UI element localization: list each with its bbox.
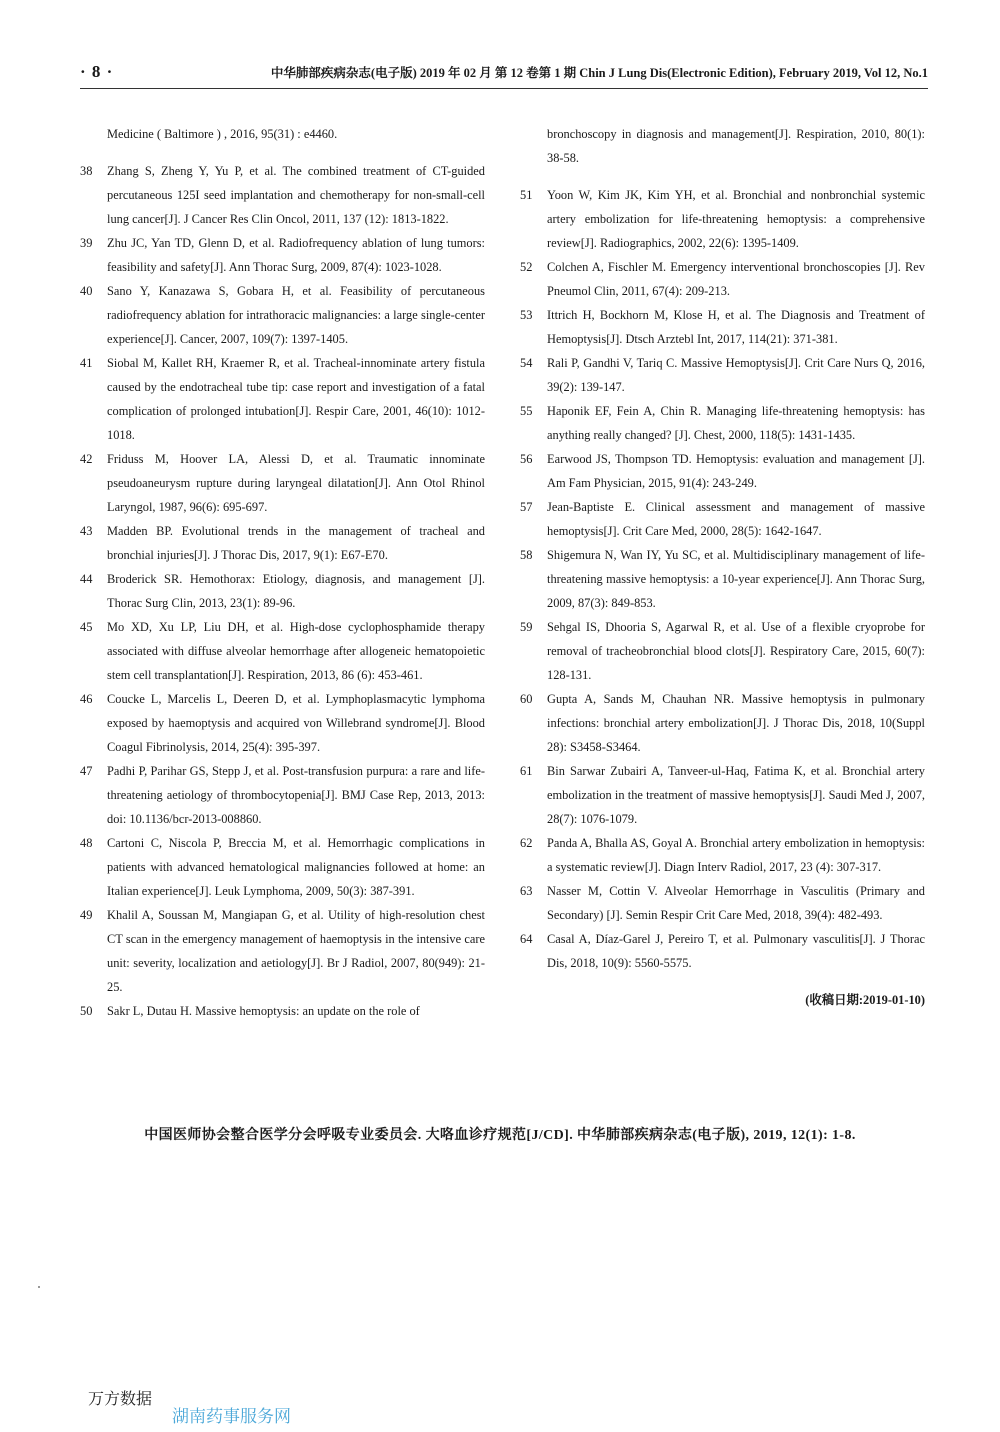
reference-item	[80, 831, 485, 903]
reference-item	[520, 615, 925, 687]
reference-text: Gupta A, Sands M, Chauhan NR. Massive hemoptysis in pulmonary infections: bronchial artery embolization[J]. J Thorac Dis, 2018, 10(Suppl 28): S3458-S3464.	[547, 691, 925, 754]
reference-item	[520, 543, 925, 615]
reference-text: Broderick SR. Hemothorax: Etiology, diagnosis, and management [J]. Thorac Surg Clin, 2013, 23(1): 89-96.	[107, 571, 485, 610]
reference-number: 59	[520, 619, 533, 634]
reference-text: Zhang S, Zheng Y, Yu P, et al. The combined treatment of CT-guided percutaneous 125I seed implantation and chemotherapy for non-small-cell lung cancer[J]. J Cancer Res Clin Oncol, 2011, 137 (12): 1813-1822.	[107, 163, 485, 226]
reference-number: 60	[520, 691, 533, 706]
reference-text: Colchen A, Fischler M. Emergency interventional bronchoscopies [J]. Rev Pneumol Clin, 2011, 67(4): 209-213.	[547, 259, 925, 298]
page-number: · 8 ·	[80, 62, 114, 81]
reference-number: 41	[80, 355, 93, 370]
reference-text: Jean-Baptiste E. Clinical assessment and management of massive hemoptysis[J]. Crit Care Med, 2000, 28(5): 1642-1647.	[547, 499, 925, 538]
reference-number: 40	[80, 283, 93, 298]
reference-text: Coucke L, Marcelis L, Deeren D, et al. Lymphoplasmacytic lymphoma exposed by haemoptysis and acquired von Willebrand syndrome[J]. Blood Coagul Fibrinolysis, 2014, 25(4): 395-397.	[107, 691, 485, 754]
reference-item	[520, 759, 925, 831]
reference-text: Cartoni C, Niscola P, Breccia M, et al. Hemorrhagic complications in patients with advanced hematological malignancies followed at home: an Italian experience[J]. Leuk Lymphoma, 2009, 50(3): 387-391.	[107, 835, 485, 898]
reference-item	[80, 159, 485, 231]
site-watermark: 湖南药事服务网	[172, 1407, 291, 1427]
reference-number: 44	[80, 571, 93, 586]
scan-speck	[38, 1286, 40, 1288]
reference-item	[520, 879, 925, 927]
left-column	[80, 110, 485, 1023]
citation-line: 中国医师协会整合医学分会呼吸专业委员会. 大咯血诊疗规范[J/CD]. 中华肺部疾病杂志(电子版), 2019, 12(1): 1-8.	[144, 1128, 856, 1143]
reference-number: 56	[520, 451, 533, 466]
reference-number: 48	[80, 835, 93, 850]
reference-text: Zhu JC, Yan TD, Glenn D, et al. Radiofrequency ablation of lung tumors: feasibility and safety[J]. Ann Thorac Surg, 2009, 87(4): 1023-1028.	[107, 235, 485, 274]
reference-item	[520, 927, 925, 975]
reference-text: Sehgal IS, Dhooria S, Agarwal R, et al. Use of a flexible cryoprobe for removal of tracheobronchial blood clots[J]. Respiratory Care, 2015, 60(7): 128-131.	[547, 619, 925, 682]
reference-item	[520, 255, 925, 303]
reference-number: 46	[80, 691, 93, 706]
reference-number: 43	[80, 523, 93, 538]
reference-text: Mo XD, Xu LP, Liu DH, et al. High-dose cyclophosphamide therapy associated with diffuse alveolar hemorrhage after allogeneic hematopoietic stem cell transplantation[J]. Respiration, 2013, 86 (6): 453-461.	[107, 619, 485, 682]
reference-text: Padhi P, Parihar GS, Stepp J, et al. Post-transfusion purpura: a rare and life-threatening aetiology of thrombocytopenia[J]. BMJ Case Rep, 2013, 2013: doi: 10.1136/bcr-2013-008860.	[107, 763, 485, 826]
running-header	[80, 62, 928, 89]
reference-text: Khalil A, Soussan M, Mangiapan G, et al. Utility of high-resolution chest CT scan in the emergency management of haemoptysis in the intensive care unit: severity, localization and aetiology[J]. Br J Radiol, 2007, 80(949): 21-25.	[107, 907, 485, 994]
reference-list	[520, 183, 925, 975]
reference-number: 53	[520, 307, 533, 322]
received-date: (收稿日期:2019-01-10)	[805, 992, 925, 1007]
reference-number: 42	[80, 451, 93, 466]
reference-text: Casal A, Díaz-Garel J, Pereiro T, et al. Pulmonary vasculitis[J]. J Thorac Dis, 2018, 10(9): 5560-5575.	[547, 931, 925, 970]
reference-item	[80, 903, 485, 999]
reference-number: 57	[520, 499, 533, 514]
reference-number: 50	[80, 1003, 93, 1018]
reference-item	[520, 303, 925, 351]
reference-text: Ittrich H, Bockhorn M, Klose H, et al. The Diagnosis and Treatment of Hemoptysis[J]. Dtsch Arztebl Int, 2017, 114(21): 371-381.	[547, 307, 925, 346]
reference-number: 62	[520, 835, 533, 850]
reference-continuation: bronchoscopy in diagnosis and management[J]. Respiration, 2010, 80(1): 38-58.	[547, 127, 925, 166]
reference-number: 64	[520, 931, 533, 946]
reference-text: Madden BP. Evolutional trends in the management of tracheal and bronchial injuries[J]. J Thorac Dis, 2017, 9(1): E67-E70.	[107, 523, 485, 562]
reference-text: Siobal M, Kallet RH, Kraemer R, et al. Tracheal-innominate artery fistula caused by the endotracheal tube tip: case report and investigation of a fatal complication of prolonged intubation[J]. Respir Care, 2001, 46(10): 1012-1018.	[107, 355, 485, 442]
reference-text: Friduss M, Hoover LA, Alessi D, et al. Traumatic innominate pseudoaneurysm rupture during laryngeal dilatation[J]. Ann Otol Rhinol Laryngol, 1987, 96(6): 695-697.	[107, 451, 485, 514]
reference-text: Nasser M, Cottin V. Alveolar Hemorrhage in Vasculitis (Primary and Secondary) [J]. Semin Respir Crit Care Med, 2018, 39(4): 482-493.	[547, 883, 925, 922]
reference-number: 45	[80, 619, 93, 634]
reference-item	[80, 567, 485, 615]
reference-item	[520, 687, 925, 759]
reference-text: Panda A, Bhalla AS, Goyal A. Bronchial artery embolization in hemoptysis: a systematic review[J]. Diagn Interv Radiol, 2017, 23 (4): 307-317.	[547, 835, 925, 874]
reference-item	[80, 279, 485, 351]
wanfang-watermark: 万方数据	[88, 1389, 153, 1408]
reference-text: Haponik EF, Fein A, Chin R. Managing life-threatening hemoptysis: has anything really changed? [J]. Chest, 2000, 118(5): 1431-1435.	[547, 403, 925, 442]
reference-text: Yoon W, Kim JK, Kim YH, et al. Bronchial and nonbronchial systemic artery embolization for life-threatening hemoptysis: a comprehensive review[J]. Radiographics, 2002, 22(6): 1395-1409.	[547, 187, 925, 250]
reference-number: 55	[520, 403, 533, 418]
reference-text: Sano Y, Kanazawa S, Gobara H, et al. Feasibility of percutaneous radiofrequency ablation for intrathoracic malignancies: a large single-center experience[J]. Cancer, 2007, 109(7): 1397-1405.	[107, 283, 485, 346]
reference-item	[80, 447, 485, 519]
reference-text: Rali P, Gandhi V, Tariq C. Massive Hemoptysis[J]. Crit Care Nurs Q, 2016, 39(2): 139-147.	[547, 355, 925, 394]
reference-number: 52	[520, 259, 533, 274]
right-column	[520, 110, 925, 1012]
journal-info: 中华肺部疾病杂志(电子版) 2019 年 02 月 第 12 卷第 1 期 Chin J Lung Dis(Electronic Edition), February 2019, Vol 12, No.1	[270, 66, 928, 80]
reference-continuation: Medicine ( Baltimore ) , 2016, 95(31) : e4460.	[107, 127, 338, 142]
reference-item	[80, 351, 485, 447]
reference-item	[80, 759, 485, 831]
reference-item	[80, 615, 485, 687]
reference-number: 47	[80, 763, 93, 778]
reference-number: 63	[520, 883, 533, 898]
reference-item	[80, 231, 485, 279]
reference-list	[80, 159, 485, 1023]
reference-text: Sakr L, Dutau H. Massive hemoptysis: an update on the role of	[107, 1003, 420, 1018]
reference-number: 61	[520, 763, 533, 778]
reference-item	[520, 351, 925, 399]
reference-number: 39	[80, 235, 93, 250]
reference-number: 58	[520, 547, 533, 562]
reference-number: 54	[520, 355, 533, 370]
reference-number: 51	[520, 187, 533, 202]
reference-item	[80, 687, 485, 759]
reference-item	[520, 495, 925, 543]
reference-number: 49	[80, 907, 93, 922]
reference-item	[80, 999, 485, 1023]
reference-item	[80, 519, 485, 567]
reference-text: Earwood JS, Thompson TD. Hemoptysis: evaluation and management [J]. Am Fam Physician, 2015, 91(4): 243-249.	[547, 451, 925, 490]
reference-number: 38	[80, 163, 93, 178]
reference-text: Bin Sarwar Zubairi A, Tanveer-ul-Haq, Fatima K, et al. Bronchial artery embolization in the treatment of massive hemoptysis[J]. Saudi Med J, 2007, 28(7): 1076-1079.	[547, 763, 925, 826]
reference-item	[520, 831, 925, 879]
reference-item	[520, 183, 925, 255]
reference-item	[520, 399, 925, 447]
reference-text: Shigemura N, Wan IY, Yu SC, et al. Multidisciplinary management of life-threatening massive hemoptysis: a 10-year experience[J]. Ann Thorac Surg, 2009, 87(3): 849-853.	[547, 547, 925, 610]
reference-item	[520, 447, 925, 495]
